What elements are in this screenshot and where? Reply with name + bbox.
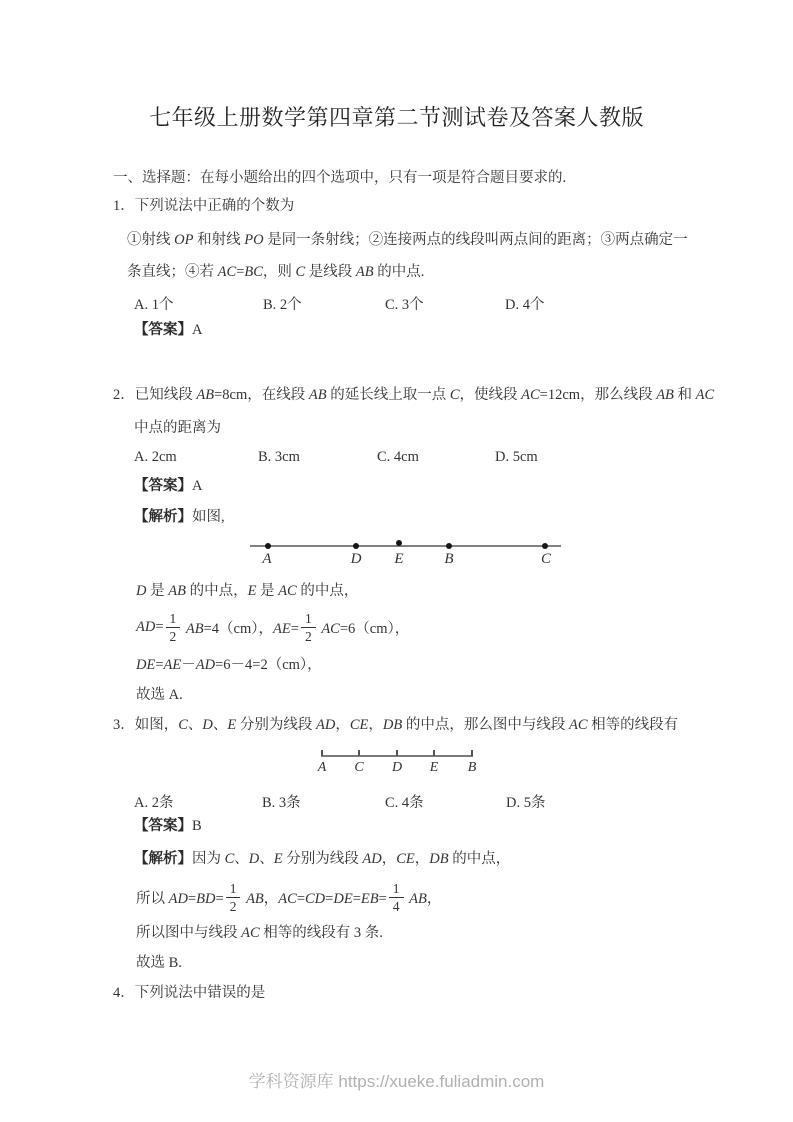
q3-frac-seg2: AB，AC=CD=DE=EB= (246, 890, 387, 907)
q1-stem-text: 下列说法中正确的个数为 (134, 198, 295, 214)
q3-analysis-text: 因为 C、D、E 分别为线段 AD，CE，DB 的中点， (192, 851, 511, 867)
q1-answer-line (134, 321, 202, 339)
tick-e (433, 750, 435, 756)
q4-stem (113, 984, 265, 1002)
q2-de-line: DE=AE－AD=6－4=2（cm）， (136, 657, 322, 673)
fraction-one-half: $\frac{1}{2}$ (166, 611, 181, 644)
q2-answer-line (134, 477, 202, 495)
q1-option-a: A. 1个 (134, 297, 174, 313)
q2-answer-value: A (192, 478, 203, 494)
q2-analysis-intro-line (134, 508, 225, 526)
q1-body-line2: 条直线；④若 AC=BC，则 C 是线段 AB 的中点. (127, 264, 425, 280)
q1-option-c: C. 3个 (385, 297, 424, 313)
q3-stem (113, 716, 678, 734)
point-label-d: D (391, 760, 403, 775)
q3-option-a: A. 2条 (134, 795, 174, 811)
point-label-c: C (354, 760, 364, 775)
q2-midpoints-line: D 是 AB 的中点，E 是 AC 的中点， (136, 583, 359, 599)
fraction-one-fourth: $\frac{1}{4}$ (389, 881, 404, 914)
q2-analysis-label: 【解析】 (134, 509, 192, 525)
point-label-b: B (444, 551, 454, 567)
q2-conclusion: 故选 A. (136, 687, 183, 703)
q1-stem (113, 197, 294, 215)
q3-option-b: B. 3条 (262, 795, 301, 811)
q3-conclusion: 故选 B. (136, 955, 182, 971)
segment-line (250, 545, 561, 547)
q2-number: 2． (113, 387, 135, 403)
point-label-a: A (317, 760, 327, 775)
q1-answer-value: A (192, 322, 203, 338)
q4-stem-text: 下列说法中错误的是 (134, 985, 266, 1001)
fraction-one-half: $\frac{1}{2}$ (301, 611, 316, 644)
q3-frac-seg3: AB， (409, 890, 442, 907)
q1-answer-label: 【答案】 (134, 322, 192, 338)
point-dot-a (265, 543, 271, 549)
q2-option-a: A. 2cm (134, 449, 177, 465)
tick-b (471, 750, 473, 756)
q2-analysis-intro: 如图, (192, 509, 225, 525)
q3-analysis-line3: 所以图中与线段 AC 相等的线段有 3 条. (136, 925, 383, 941)
q3-answer-label: 【答案】 (134, 818, 192, 834)
point-dot-e (396, 540, 402, 546)
point-label-e: E (429, 760, 439, 775)
point-label-e: E (394, 551, 404, 567)
q2-option-c: C. 4cm (377, 449, 419, 465)
q3-analysis-label: 【解析】 (134, 851, 192, 867)
q2-stem-line2: 中点的距离为 (134, 420, 221, 436)
q2-options-row (0, 449, 793, 469)
q3-number: 3． (113, 717, 135, 733)
point-dot-c (542, 543, 548, 549)
tick-a (321, 750, 323, 756)
point-label-a: A (262, 551, 272, 567)
section-header: 一、选择题：在每小题给出的四个选项中，只有一项是符合题目要求的. (113, 170, 567, 186)
q2-diagram (250, 536, 561, 570)
q3-diagram (317, 748, 477, 780)
q2-answer-label: 【答案】 (134, 478, 192, 494)
tick-c (358, 750, 360, 756)
q3-fraction-line (136, 874, 441, 920)
point-label-d: D (350, 551, 362, 567)
point-label-c: C (540, 551, 552, 567)
q3-analysis-line1 (134, 850, 510, 868)
fraction-one-half: $\frac{1}{2}$ (226, 881, 241, 914)
q1-option-d: D. 4个 (505, 297, 545, 313)
q2-option-d: D. 5cm (495, 449, 538, 465)
q2-frac-seg1: AD= (136, 618, 164, 635)
watermark-footer: 学科资源库 https://xueke.fuliadmin.com (248, 1072, 545, 1091)
q3-stem-text: 如图，C、D、E 分别为线段 AD，CE，DB 的中点，那么图中与线段 AC 相等的线段有 (134, 717, 679, 733)
q3-answer-value: B (192, 818, 202, 834)
point-dot-d (353, 543, 359, 549)
q2-option-b: B. 3cm (258, 449, 300, 465)
q2-frac-seg2: AB=4（cm），AE= (185, 620, 299, 637)
q1-number: 1． (113, 198, 135, 214)
q3-frac-seg1: 所以 AD=BD= (136, 890, 224, 907)
q1-option-b: B. 2个 (263, 297, 302, 313)
q1-options-row (0, 293, 793, 313)
q4-number: 4． (113, 985, 135, 1001)
q3-options-row (0, 791, 793, 811)
q2-fraction-line (136, 604, 409, 650)
point-label-b: B (467, 760, 477, 775)
tick-d (396, 750, 398, 756)
q1-body-line1: ①射线 OP 和射线 PO 是同一条射线；②连接两点的线段叫两点间的距离；③两点确定一 (127, 232, 688, 248)
q2-stem-line1 (113, 386, 714, 404)
q3-option-c: C. 4条 (385, 795, 424, 811)
page-title: 七年级上册数学第四章第二节测试卷及答案人教版 (148, 105, 644, 130)
q2-frac-seg3: AC=6（cm）， (321, 620, 410, 637)
q3-answer-line (134, 817, 202, 835)
point-dot-b (446, 543, 452, 549)
q2-stem-text: 已知线段 AB=8cm，在线段 AB 的延长线上取一点 C，使线段 AC=12cm，那么线段 AB 和 AC (134, 387, 715, 403)
q3-option-d: D. 5条 (506, 795, 546, 811)
